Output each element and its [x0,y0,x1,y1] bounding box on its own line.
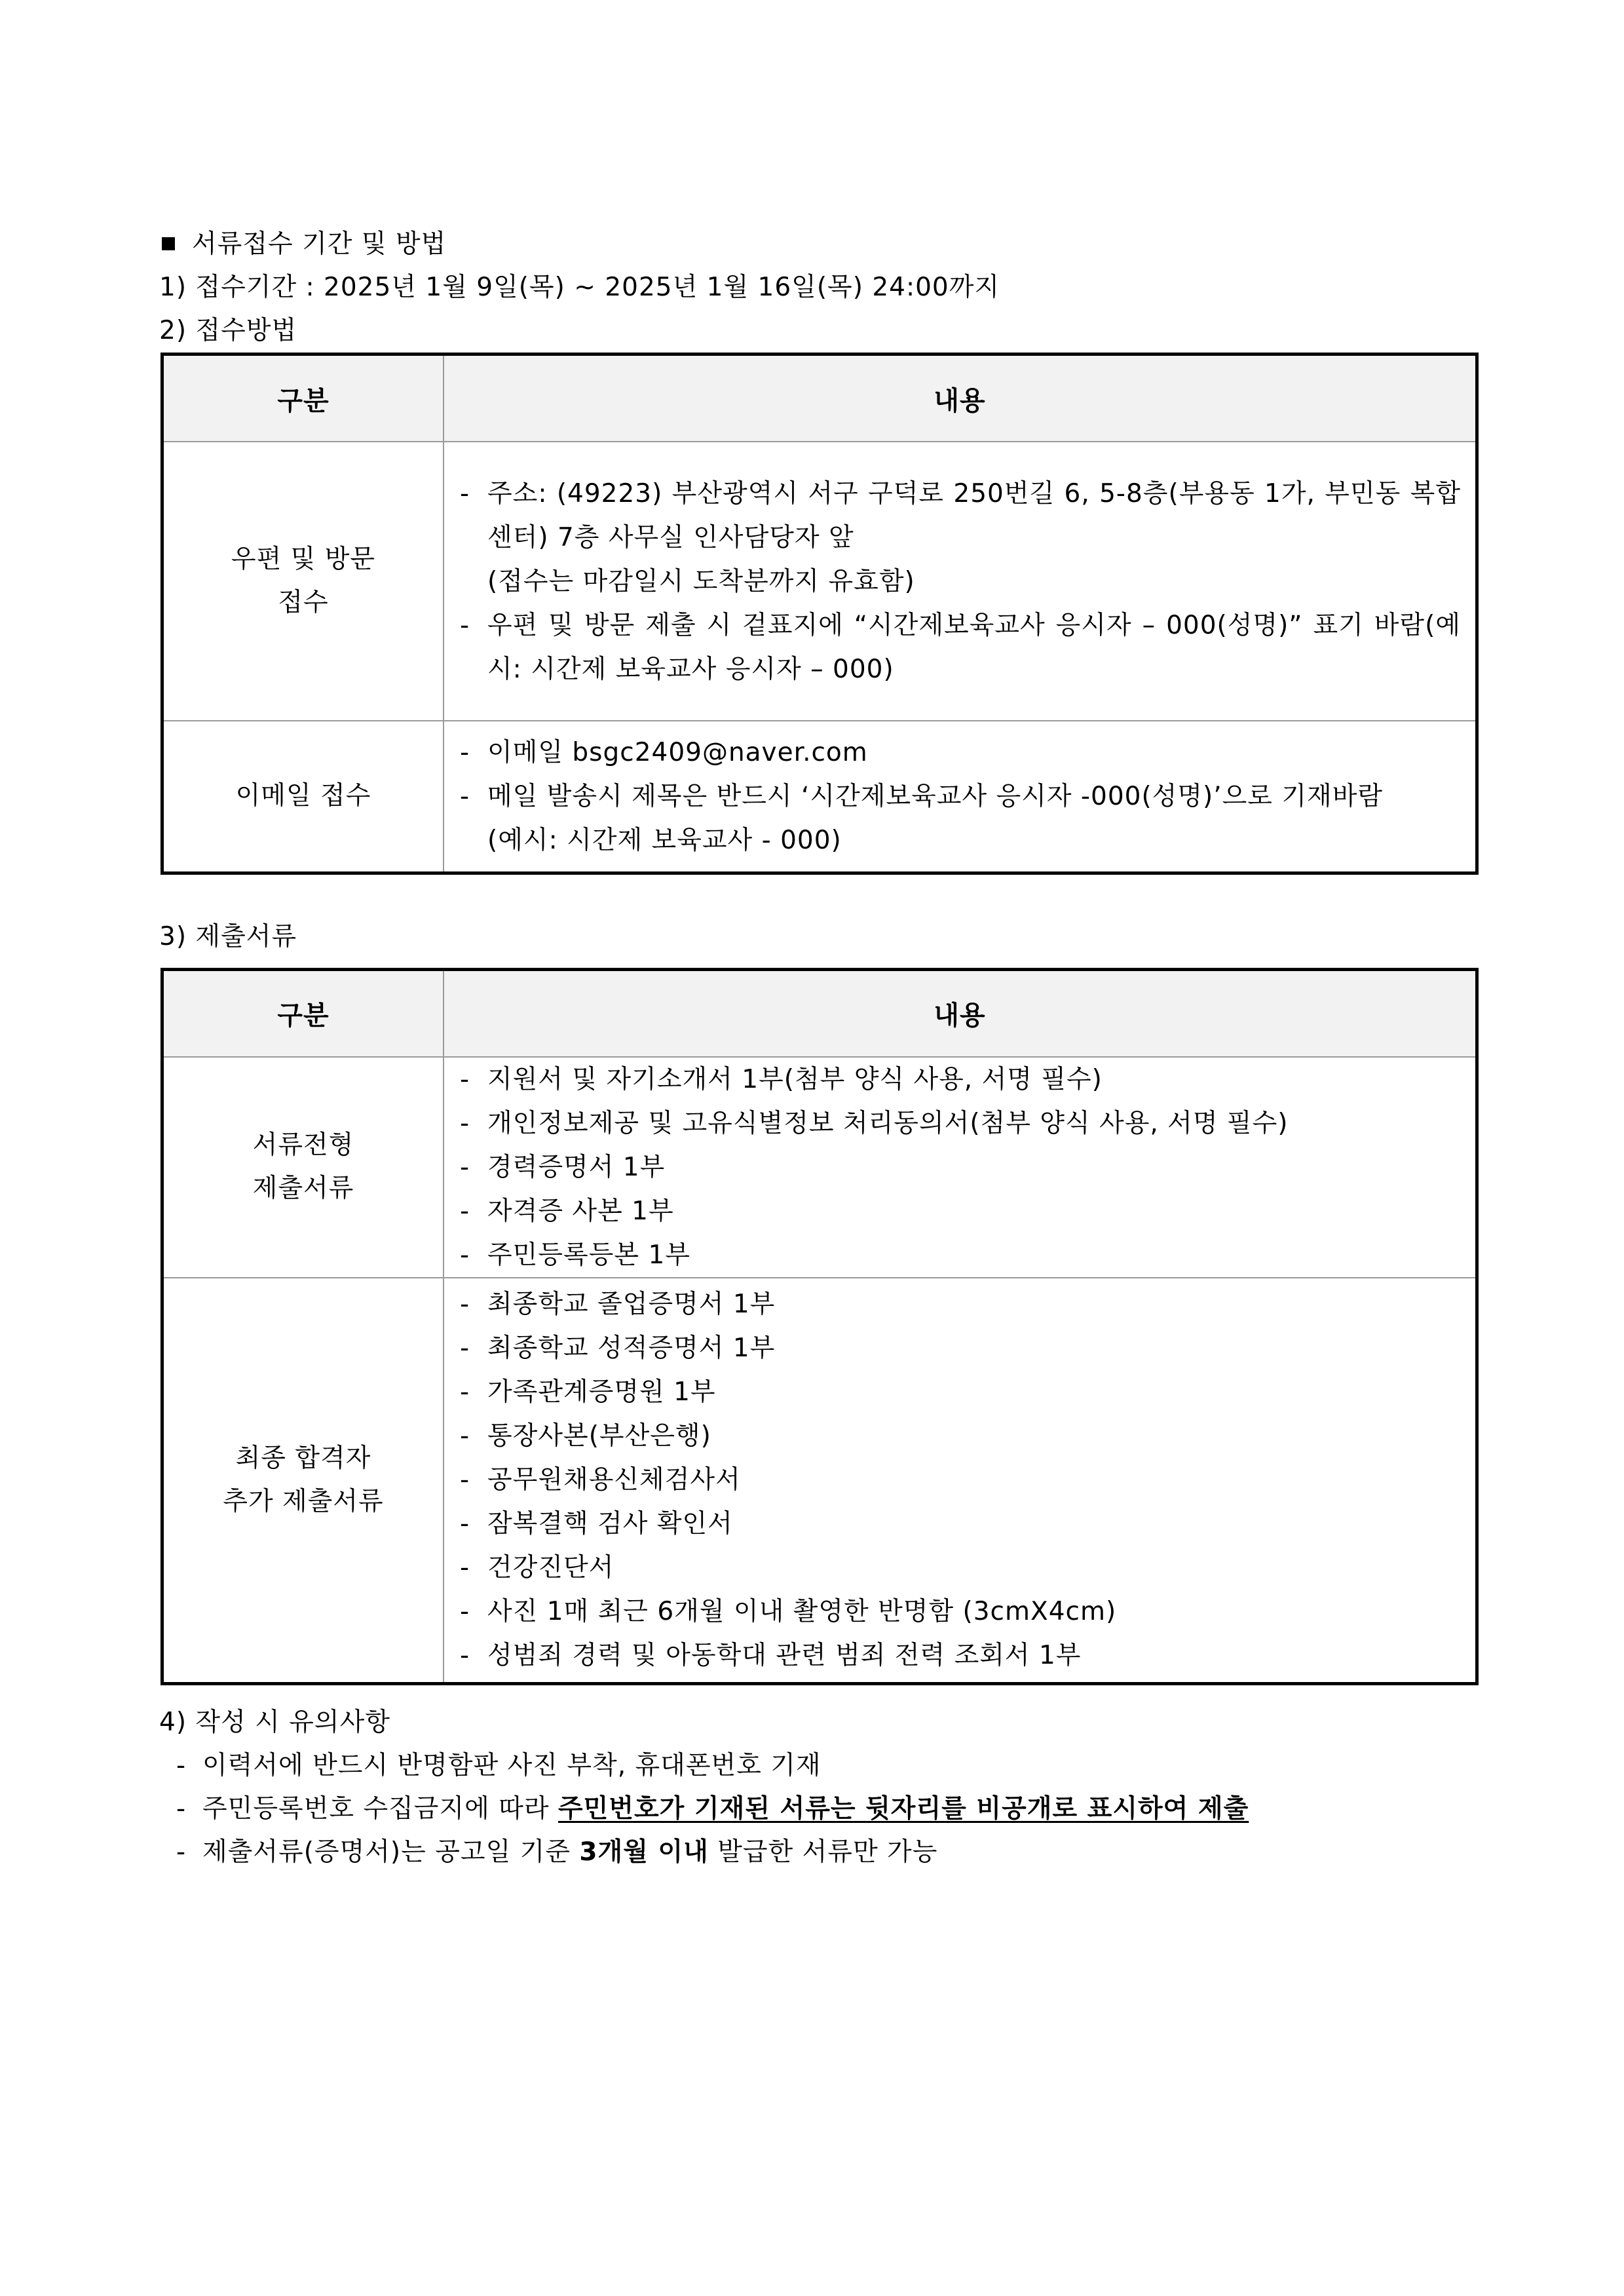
header-category: 구분 [162,969,444,1057]
content-cell [444,1278,1477,1684]
list-item: - 가족관계증명원 1부 [460,1377,716,1407]
list-item: - 건강진단서 [460,1553,614,1583]
list-item: - 개인정보제공 및 고유식별정보 처리동의서(첨부 양식 사용, 서명 필수) [460,1108,1289,1138]
table-row [162,1057,1477,1278]
list-item: - 경력증명서 1부 [460,1152,666,1182]
emphasized-text: 주민번호가 기재된 서류는 뒷자리를 비공개로 표시하여 제출 [557,1794,1249,1824]
category-cell: 서류전형 제출서류 [162,1057,444,1278]
list-item: - 메일 발송시 제목은 반드시 ‘시간제보육교사 응시자 -000(성명)’으로 기재바람 (예시: 시간제 보육교사 - 000) [460,781,1384,855]
list-item: - 성범죄 경력 및 아동학대 관련 범죄 전력 조회서 1부 [460,1641,1082,1671]
docs-table [161,968,1479,1686]
table-row [162,442,1477,721]
content-cell [444,721,1477,873]
list-item: - 최종학교 졸업증명서 1부 [460,1290,776,1320]
document-page [159,223,1479,1874]
content-cell [444,442,1477,721]
category-cell: 우편 및 방문 접수 [162,442,444,721]
emphasized-text: 3개월 이내 [579,1837,709,1867]
email-address: 이메일 bsgc2409@naver.com [487,737,868,767]
list-item: - 자격증 사본 1부 [460,1196,674,1226]
header-content: 내용 [444,969,1477,1057]
list-item: - 주민등록등본 1부 [460,1240,690,1270]
method-table-header [162,354,1477,442]
section-title: 서류접수 기간 및 방법 [159,223,1479,266]
category-cell: 이메일 접수 [162,721,444,873]
list-item: - 우편 및 방문 제출 시 겉표지에 “시간제보육교사 응시자 – 000(성명)” 표기 바람(예시: 시간제 보육교사 응시자 – 000) [460,610,1461,684]
list-item: - 잠복결핵 검사 확인서 [460,1509,733,1539]
table-row [162,721,1477,873]
method-heading: 2) 접수방법 [159,316,297,345]
docs-table-header [162,969,1477,1057]
list-item: - 사진 1매 최근 6개월 이내 촬영한 반명함 (3cmX4cm) [460,1597,1117,1627]
content-cell [444,1057,1477,1278]
list-item: - 공무원채용신체검사서 [460,1465,741,1495]
header-content: 내용 [444,354,1477,442]
notes-heading: 4) 작성 시 유의사항 [159,1708,390,1737]
list-item: - 주소: (49223) 부산광역시 서구 구덕로 250번길 6, 5-8층(부용동 1가, 부민동 복합센터) 7층 사무실 인사담당자 앞 (접수는 마감일시 도착분까지 유효함) [460,478,1461,596]
category-cell: 최종 합격자 추가 제출서류 [162,1278,444,1684]
note-item: - 이력서에 반드시 반명함판 사진 부착, 휴대폰번호 기재 [176,1751,821,1780]
list-item: - 최종학교 성적증명서 1부 [460,1333,776,1364]
method-table [161,353,1479,875]
list-item: - 지원서 및 자기소개서 1부(첨부 양식 사용, 서명 필수) [460,1064,1103,1094]
docs-heading: 3) 제출서류 [159,921,297,951]
list-item: - 이메일 bsgc2409@naver.com [456,731,1461,775]
note-item: - 주민등록번호 수집금지에 따라 주민번호가 기재된 서류는 뒷자리를 비공개로 표시하여 제출 [176,1794,1249,1824]
square-bullet-icon [162,237,175,250]
table-row [162,1278,1477,1684]
period-line: 1) 접수기간 : 2025년 1월 9일(목) ~ 2025년 1월 16일(목) 24:00까지 [159,273,1000,302]
header-category: 구분 [162,354,444,442]
list-item: - 통장사본(부산은행) [460,1421,711,1451]
note-item: - 제출서류(증명서)는 공고일 기준 3개월 이내 발급한 서류만 가능 [176,1837,938,1867]
